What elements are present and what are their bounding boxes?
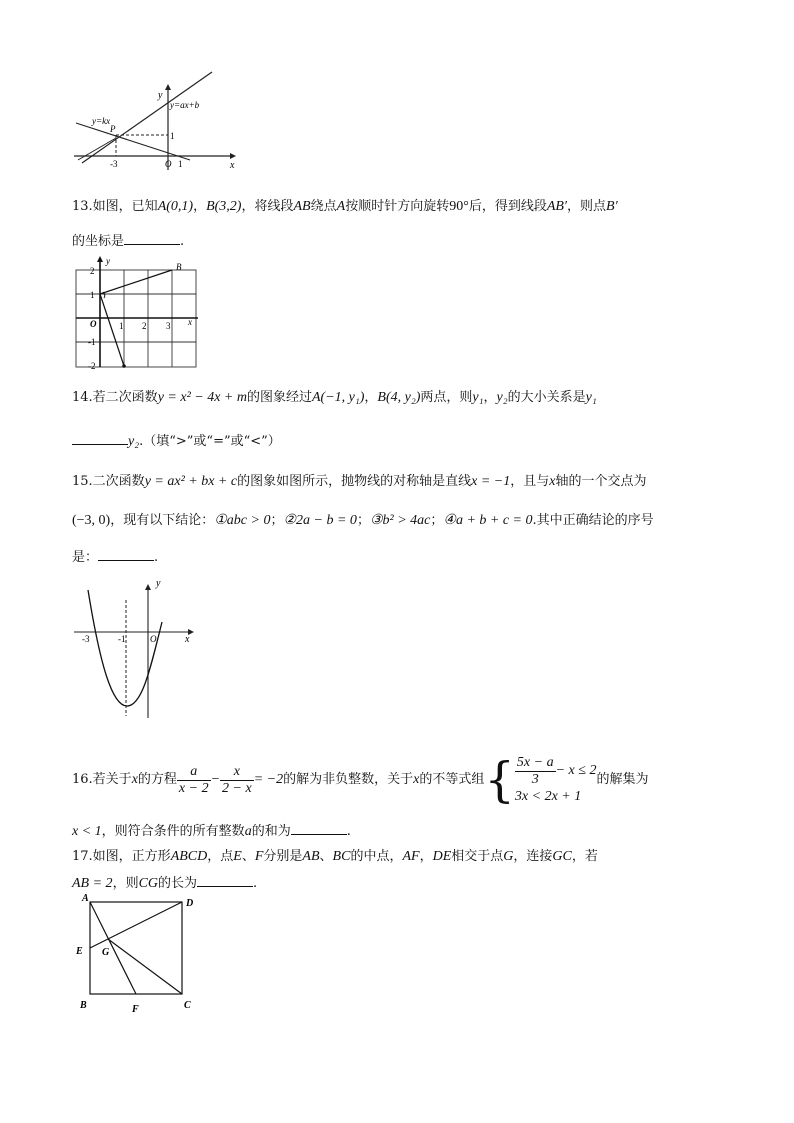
- answer-blank-q17[interactable]: [197, 874, 253, 887]
- fig17-point-a: A: [82, 893, 89, 904]
- fig13-x-label: x: [188, 317, 192, 327]
- fig12-point-p: P: [110, 124, 116, 134]
- fig12-tick-neg3: -3: [110, 159, 118, 169]
- q17-line2: AB = 2，则CG的长为 .: [72, 876, 258, 891]
- q15-line2: (−3, 0)，现有以下结论：①abc > 0；②2a − b = 0；③b² > 4ac；④a + b + c = 0.其中正确结论的序号: [72, 513, 654, 528]
- q16-fraction-1: $\frac{a}{x - 2}$: [178, 763, 209, 796]
- point-b: B(3,2): [206, 199, 242, 214]
- fig15-x-label: x: [185, 634, 190, 645]
- q13-line1: 13.如图，已知A(0,1)，B(3,2)，将线段AB绕点A按顺时针方向旋转90°后，得到线段AB′，则点B′: [72, 199, 618, 214]
- fig13-y-label: y: [106, 256, 110, 266]
- fig15-tick-neg3: -3: [82, 634, 90, 644]
- figure-q17-square: [72, 892, 207, 1018]
- fig15-origin: O: [150, 634, 157, 644]
- fig12-y-label: y: [158, 90, 163, 101]
- answer-blank-q15[interactable]: [98, 548, 154, 561]
- fig13-tick-y2: 2: [90, 266, 95, 276]
- fig12-x-label: x: [230, 160, 235, 171]
- q14-line2: y₂.（填“>”或“=”或“<”）: [72, 432, 281, 451]
- q13-line2: 的坐标是 .: [72, 234, 185, 249]
- answer-blank-q13[interactable]: [124, 232, 180, 245]
- q16-system-brace: {: [484, 752, 515, 808]
- fig17-point-f: F: [132, 1004, 139, 1015]
- q16-inequality-system: $\frac{5x - a}{3}$ − x ≤ 2 3x < 2x + 1: [514, 754, 597, 804]
- fig13-tick-ym2: -2: [88, 361, 96, 370]
- q15-line3: 是： .: [72, 550, 159, 565]
- q16-line1: 16.若关于 x 的方程 $\frac{a}{x - 2}$ − $\frac{x}{2 - x}$ = −2 的解为非负整数，关于 x 的不等式组 { $\frac{5x - a}{3}$ − x ≤ 2 3x < 2x + 1 的解集为: [72, 752, 649, 808]
- fig12-origin: O: [165, 159, 172, 169]
- fig13-point-b: B: [176, 262, 182, 272]
- answer-blank-q16[interactable]: [291, 822, 347, 835]
- fig12-line-ax-label: y=ax+b: [170, 100, 200, 110]
- fig17-point-d: D: [186, 898, 194, 909]
- q15-line1: 15.二次函数y = ax² + bx + c的图象如图所示，抛物线的对称轴是直线x = −1，且与x轴的一个交点为: [72, 474, 647, 489]
- fig13-tick-x3: 3: [166, 321, 171, 331]
- figure-q15-parabola: [72, 574, 202, 724]
- fig17-point-g: G: [102, 947, 110, 958]
- point-a: A(0,1): [157, 199, 194, 214]
- fig12-tick-y1: 1: [170, 131, 175, 141]
- q14-function: y = x² − 4x + m: [157, 390, 247, 405]
- fig12-tick-x1: 1: [178, 159, 183, 169]
- q14-line1: 14.若二次函数y = x² − 4x + m的图象经过A(−1, y₁)，B(4, y₂)两点，则y₁，y₂的大小关系是y₁: [72, 390, 597, 405]
- fig17-point-c: C: [184, 1000, 191, 1011]
- q17-line1: 17.如图，正方形ABCD，点E、F分别是AB、BC的中点，AF，DE相交于点G，连接GC，若: [72, 849, 598, 864]
- fig17-point-b: B: [80, 1000, 87, 1011]
- fig15-y-label: y: [156, 578, 161, 589]
- fig12-line-kx-label: y=kx: [92, 116, 111, 126]
- fig17-point-e: E: [76, 946, 83, 957]
- fig13-tick-x2: 2: [142, 321, 147, 331]
- fig13-tick-x1: 1: [119, 321, 124, 331]
- fig13-tick-ym1: -1: [88, 337, 96, 347]
- fig13-origin: O: [90, 319, 97, 329]
- answer-blank-q14[interactable]: [72, 432, 128, 445]
- fig13-tick-y1: 1: [90, 290, 95, 300]
- q16-line2: x < 1，则符合条件的所有整数a的和为 .: [72, 824, 351, 839]
- fig15-tick-neg1: -1: [118, 634, 126, 644]
- figure-q12-lines: [72, 68, 242, 173]
- q16-fraction-2: $\frac{x}{2 - x}$: [222, 763, 252, 796]
- figure-q13-grid: [70, 254, 205, 370]
